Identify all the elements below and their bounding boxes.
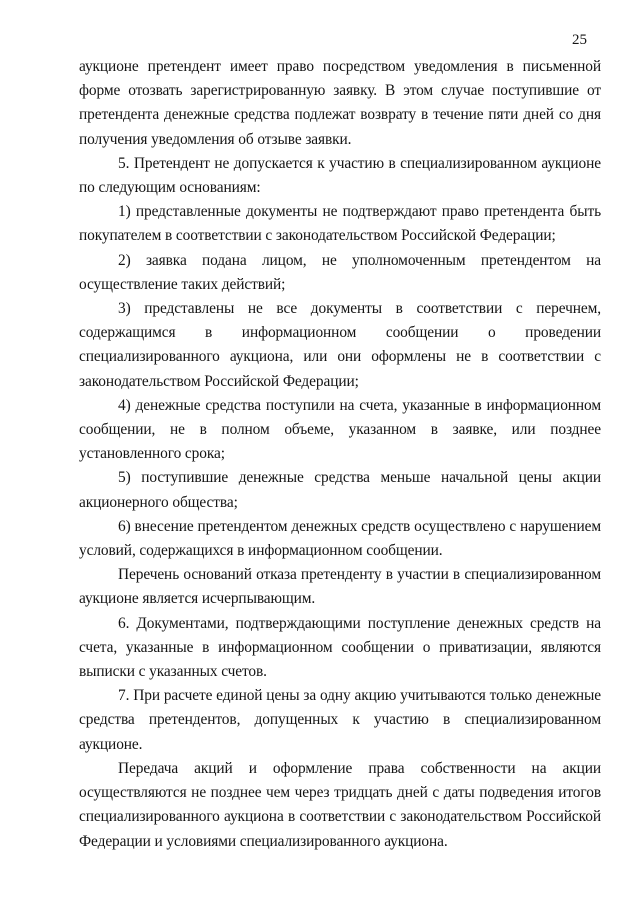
document-body (79, 55, 601, 854)
paragraph-withdrawal-continuation: аукционе претендент имеет право посредством уведомления в письменной форме отозвать зарегистрированную заявку. В этом случае поступившие от претендента денежные средства подлежат возврату в течение пяти дней со дня получения уведомления об отзыве заявки. (79, 58, 601, 148)
paragraph-ground-5: 5) поступившие денежные средства меньше начальной цены акции акционерного общества; (79, 469, 601, 511)
paragraph-ground-4: 4) денежные средства поступили на счета, указанные в информационном сообщении, не в полном объеме, указанном в заявке, или позднее установленного срока; (79, 396, 601, 463)
paragraph-share-transfer: Передача акций и оформление права собственности на акции осуществляются не позднее чем через тридцать дней с даты подведения итогов специализированного аукциона в соответствии с законодательством Российской Федерации и условиями специализированного аукциона. (79, 759, 601, 850)
paragraph-single-price-calculation: 7. При расчете единой цены за одну акцию учитываются только денежные средства претендентов, допущенных к участию в специализированном аукционе. (79, 687, 601, 753)
paragraph-payment-documents: 6. Документами, подтверждающими поступление денежных средств на счета, указанные в информационном сообщении о приватизации, являются выписки с указанных счетов. (79, 614, 601, 681)
page-number: 25 (572, 32, 587, 48)
paragraph-ground-6: 6) внесение претендентом денежных средств осуществлено с нарушением условий, содержащихся в информационном сообщении. (79, 517, 601, 560)
paragraph-exhaustive-list: Перечень оснований отказа претенденту в участии в специализированном аукционе является исчерпывающим. (79, 566, 601, 608)
paragraph-ground-3: 3) представлены не все документы в соответствии с перечнем, содержащимся в информационном сообщении о проведении специализированного аукциона, или они оформлены не в соответствии с законодательством Российской Федерации; (79, 300, 601, 390)
paragraph-ground-1: 1) представленные документы не подтверждают право претендента быть покупателем в соответствии с законодательством Российской Федерации; (79, 203, 601, 245)
paragraph-grounds-for-refusal: 5. Претендент не допускается к участию в специализированном аукционе по следующим основаниям: (79, 154, 601, 197)
paragraph-ground-2: 2) заявка подана лицом, не уполномоченным претендентом на осуществление таких действий; (79, 251, 601, 293)
